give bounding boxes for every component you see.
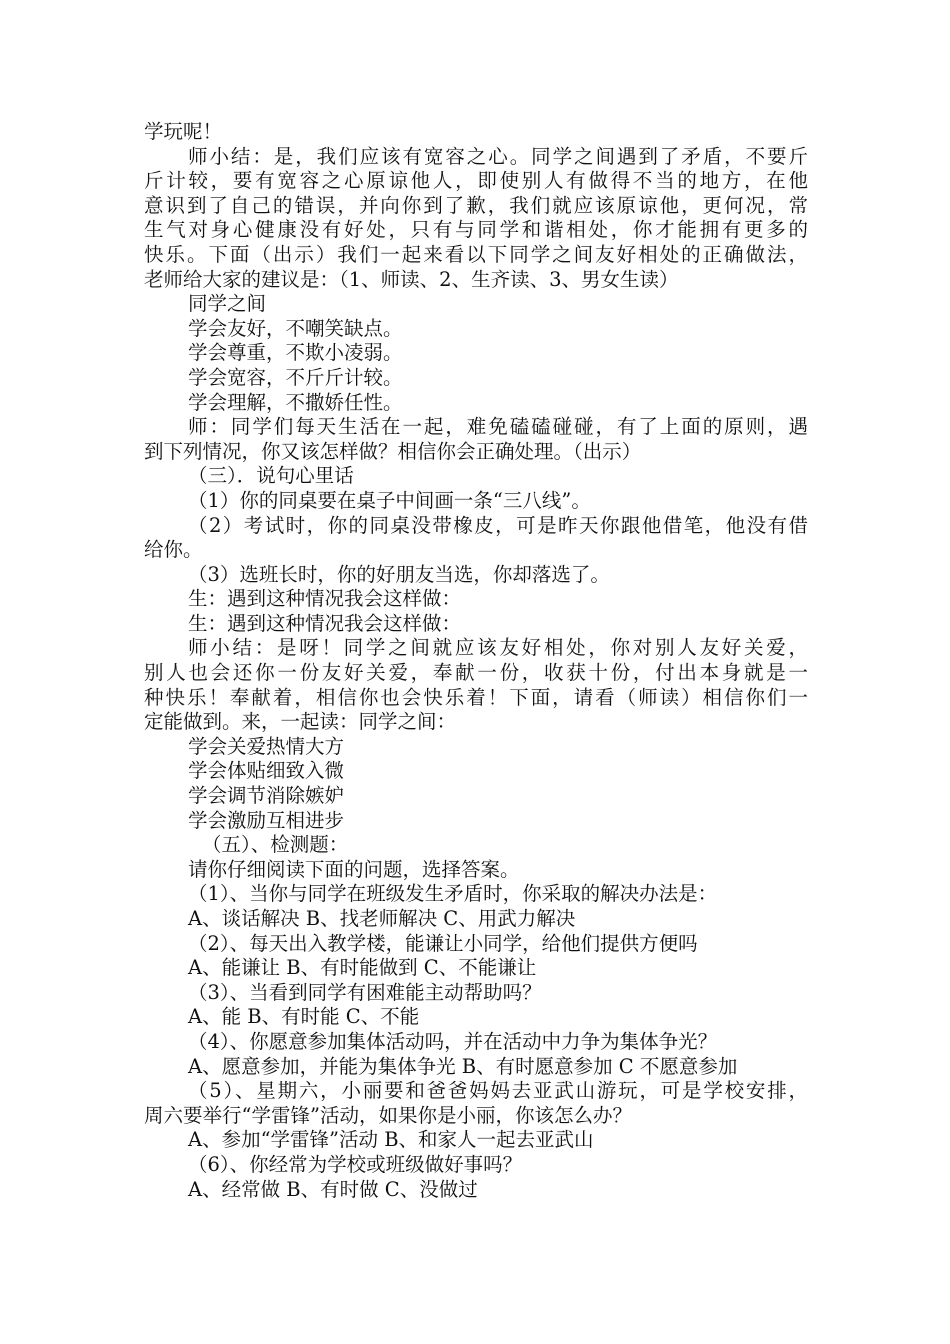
text-line: 别人也会还你一份友好关爱，奉献一份，收获十份，付出本身就是一	[144, 661, 808, 685]
text-line: A、谈话解决 B、找老师解决 C、用武力解决	[188, 907, 576, 930]
text-line: （3）、当看到同学有困难能主动帮助吗？	[188, 980, 542, 1004]
text-line: 周六要举行“学雷锋”活动，如果你是小丽，你该怎么办？	[144, 1103, 632, 1127]
text-line: 学会理解，不撒娇任性。	[188, 390, 403, 414]
text-line: A、能谦让 B、有时能做到 C、不能谦让	[188, 956, 537, 980]
text-line: 学会宽容，不斤斤计较。	[188, 365, 403, 389]
text-line: 同学之间	[188, 292, 267, 316]
text-line: （5）、星期六，小丽要和爸爸妈妈去亚武山游玩，可是学校安排，	[188, 1079, 808, 1103]
text-line: 老师给大家的建议是：（1、师读、2、生齐读、3、男女生读）	[144, 267, 679, 291]
text-line: 斤计较，要有宽容之心原谅他人，即使别人有做得不当的地方，在他	[144, 169, 808, 193]
text-line: 请你仔细阅读下面的问题，选择答案。	[188, 857, 520, 881]
text-line: （五）、检测题：	[202, 833, 349, 857]
text-line: （三）．说句心里话	[188, 464, 354, 488]
text-line: （1）你的同桌要在桌子中间画一条“三八线”。	[188, 488, 591, 512]
text-line: 师小结：是，我们应该有宽容之心。同学之间遇到了矛盾，不要斤	[188, 144, 808, 168]
text-line: 种快乐！奉献着，相信你也会快乐着！下面，请看（师读）相信你们一	[144, 685, 808, 709]
text-line: （6）、你经常为学校或班级做好事吗？	[188, 1152, 523, 1176]
text-line: A、经常做 B、有时做 C、没做过	[188, 1177, 478, 1201]
text-line: A、愿意参加，并能为集体争光 B、有时愿意参加 C 不愿意参加	[188, 1054, 738, 1078]
text-line: 到下列情况，你又该怎样做？相信你会正确处理。（出示）	[144, 439, 642, 463]
text-line: （3）选班长时，你的好朋友当选，你却落选了。	[188, 562, 610, 586]
text-line: 快乐。下面（出示）我们一起来看以下同学之间友好相处的正确做法，	[144, 242, 808, 266]
document-page	[144, 120, 808, 1202]
text-line: （2）、每天出入教学楼，能谦让小同学，给他们提供方便吗	[188, 931, 698, 955]
text-line: 学会尊重，不欺小凌弱。	[188, 341, 403, 365]
text-line: 学会激励互相进步	[188, 808, 345, 832]
text-line: （4）、你愿意参加集体活动吗，并在活动中力争为集体争光？	[188, 1029, 718, 1053]
text-line: 学会调节消除嫉妒	[188, 784, 345, 808]
text-line: 生：遇到这种情况我会这样做：	[188, 587, 462, 611]
text-line: A、参加“学雷锋”活动 B、和家人一起去亚武山	[188, 1128, 594, 1152]
text-line: （1）、当你与同学在班级发生矛盾时，你采取的解决办法是：	[188, 882, 718, 906]
text-line: A、能 B、有时能 C、不能	[188, 1005, 420, 1029]
text-line: 意识到了自己的错误，并向你到了歉，我们就应该原谅他，更何况，常	[144, 193, 808, 217]
text-line: 定能做到。来，一起读：同学之间：	[144, 710, 457, 734]
text-line: 给你。	[144, 538, 203, 562]
text-line: 学会友好，不嘲笑缺点。	[188, 316, 403, 340]
text-line: 师：同学们每天生活在一起，难免磕磕碰碰，有了上面的原则，遇	[188, 415, 808, 439]
text-line: （2）考试时，你的同桌没带橡皮，可是昨天你跟他借笔，他没有借	[188, 513, 808, 537]
text-line: 学玩呢！	[144, 120, 223, 143]
text-line: 学会体贴细致入微	[188, 759, 345, 783]
text-line: 学会关爱热情大方	[188, 734, 345, 758]
text-line: 生：遇到这种情况我会这样做：	[188, 611, 462, 635]
text-line: 生气对身心健康没有好处，只有与同学和谐相处，你才能拥有更多的	[144, 218, 808, 242]
text-line: 师小结：是呀！同学之间就应该友好相处，你对别人友好关爱，	[188, 636, 808, 660]
